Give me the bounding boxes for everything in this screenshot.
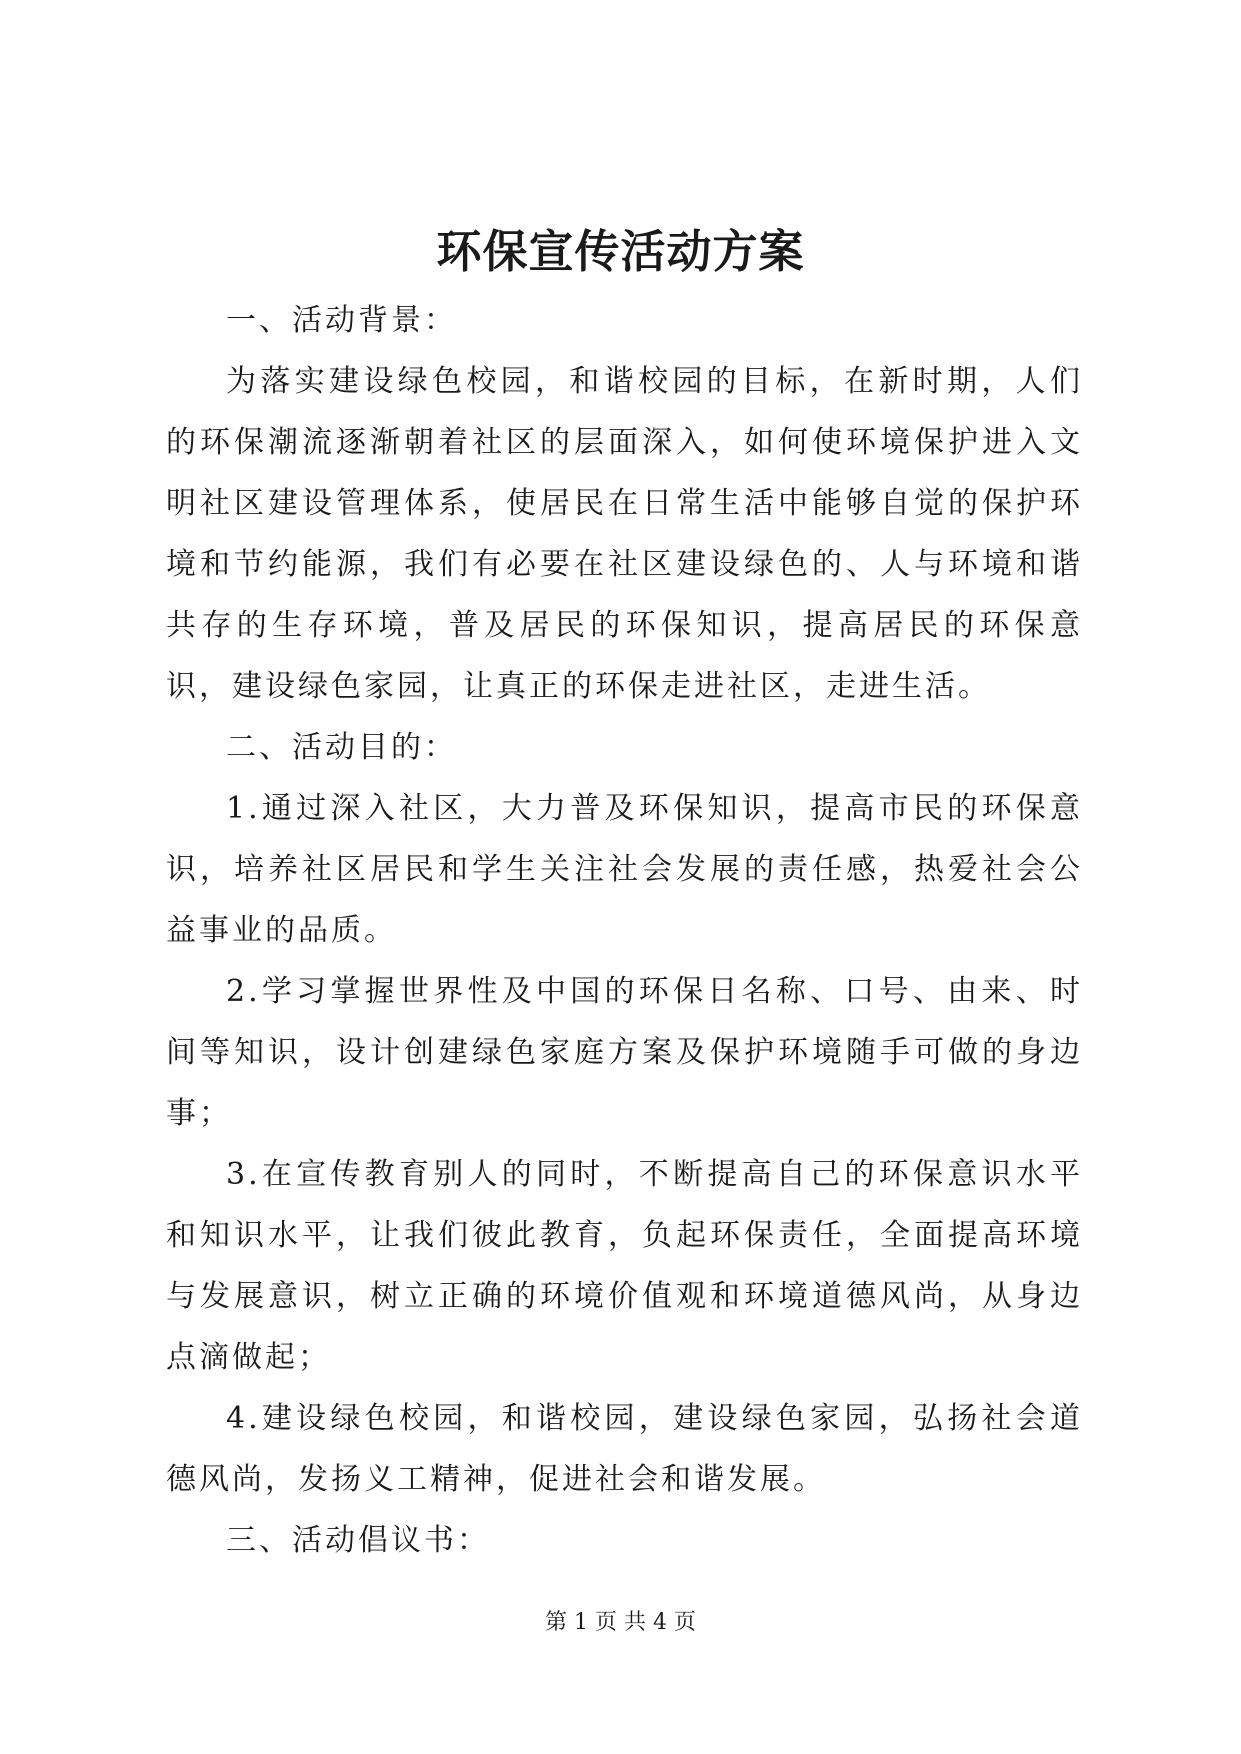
- document-body: [166, 290, 1083, 1571]
- section-heading-background: 一、活动背景：: [226, 303, 457, 338]
- paragraph-background: 为落实建设绿色校园，和谐校园的目标，在新时期，人们的环保潮流逐渐朝着社区的层面深入，如何使环境保护进入文明社区建设管理体系，使居民在日常生活中能够自觉的保护环境和节约能源，我们有必要在社区建设绿色的、人与环境和谐共存的生存环境，普及居民的环保知识，提高居民的环保意识，建设绿色家园，让真正的环保走进社区，走进生活。: [166, 364, 1083, 704]
- purpose-item-3: 3.在宣传教育别人的同时，不断提高自己的环保意识水平和知识水平，让我们彼此教育，负起环保责任，全面提高环境与发展意识，树立正确的环境价值观和环境道德风尚，从身边点滴做起；: [166, 1157, 1083, 1375]
- purpose-item-4: 4.建设绿色校园，和谐校园，建设绿色家园，弘扬社会道德风尚，发扬义工精神，促进社会和谐发展。: [166, 1401, 1083, 1497]
- purpose-item-1: 1.通过深入社区，大力普及环保知识，提高市民的环保意识，培养社区居民和学生关注社会发展的责任感，热爱社会公益事业的品质。: [166, 791, 1083, 948]
- purpose-item-2: 2.学习掌握世界性及中国的环保日名称、口号、由来、时间等知识，设计创建绿色家庭方案及保护环境随手可做的身边事；: [166, 974, 1083, 1131]
- section-heading-proposal: 三、活动倡议书：: [226, 1523, 490, 1558]
- page-footer: 第 1 页 共 4 页: [545, 1610, 696, 1635]
- section-heading-purpose: 二、活动目的：: [226, 730, 457, 765]
- document-title: 环保宣传活动方案: [436, 225, 805, 278]
